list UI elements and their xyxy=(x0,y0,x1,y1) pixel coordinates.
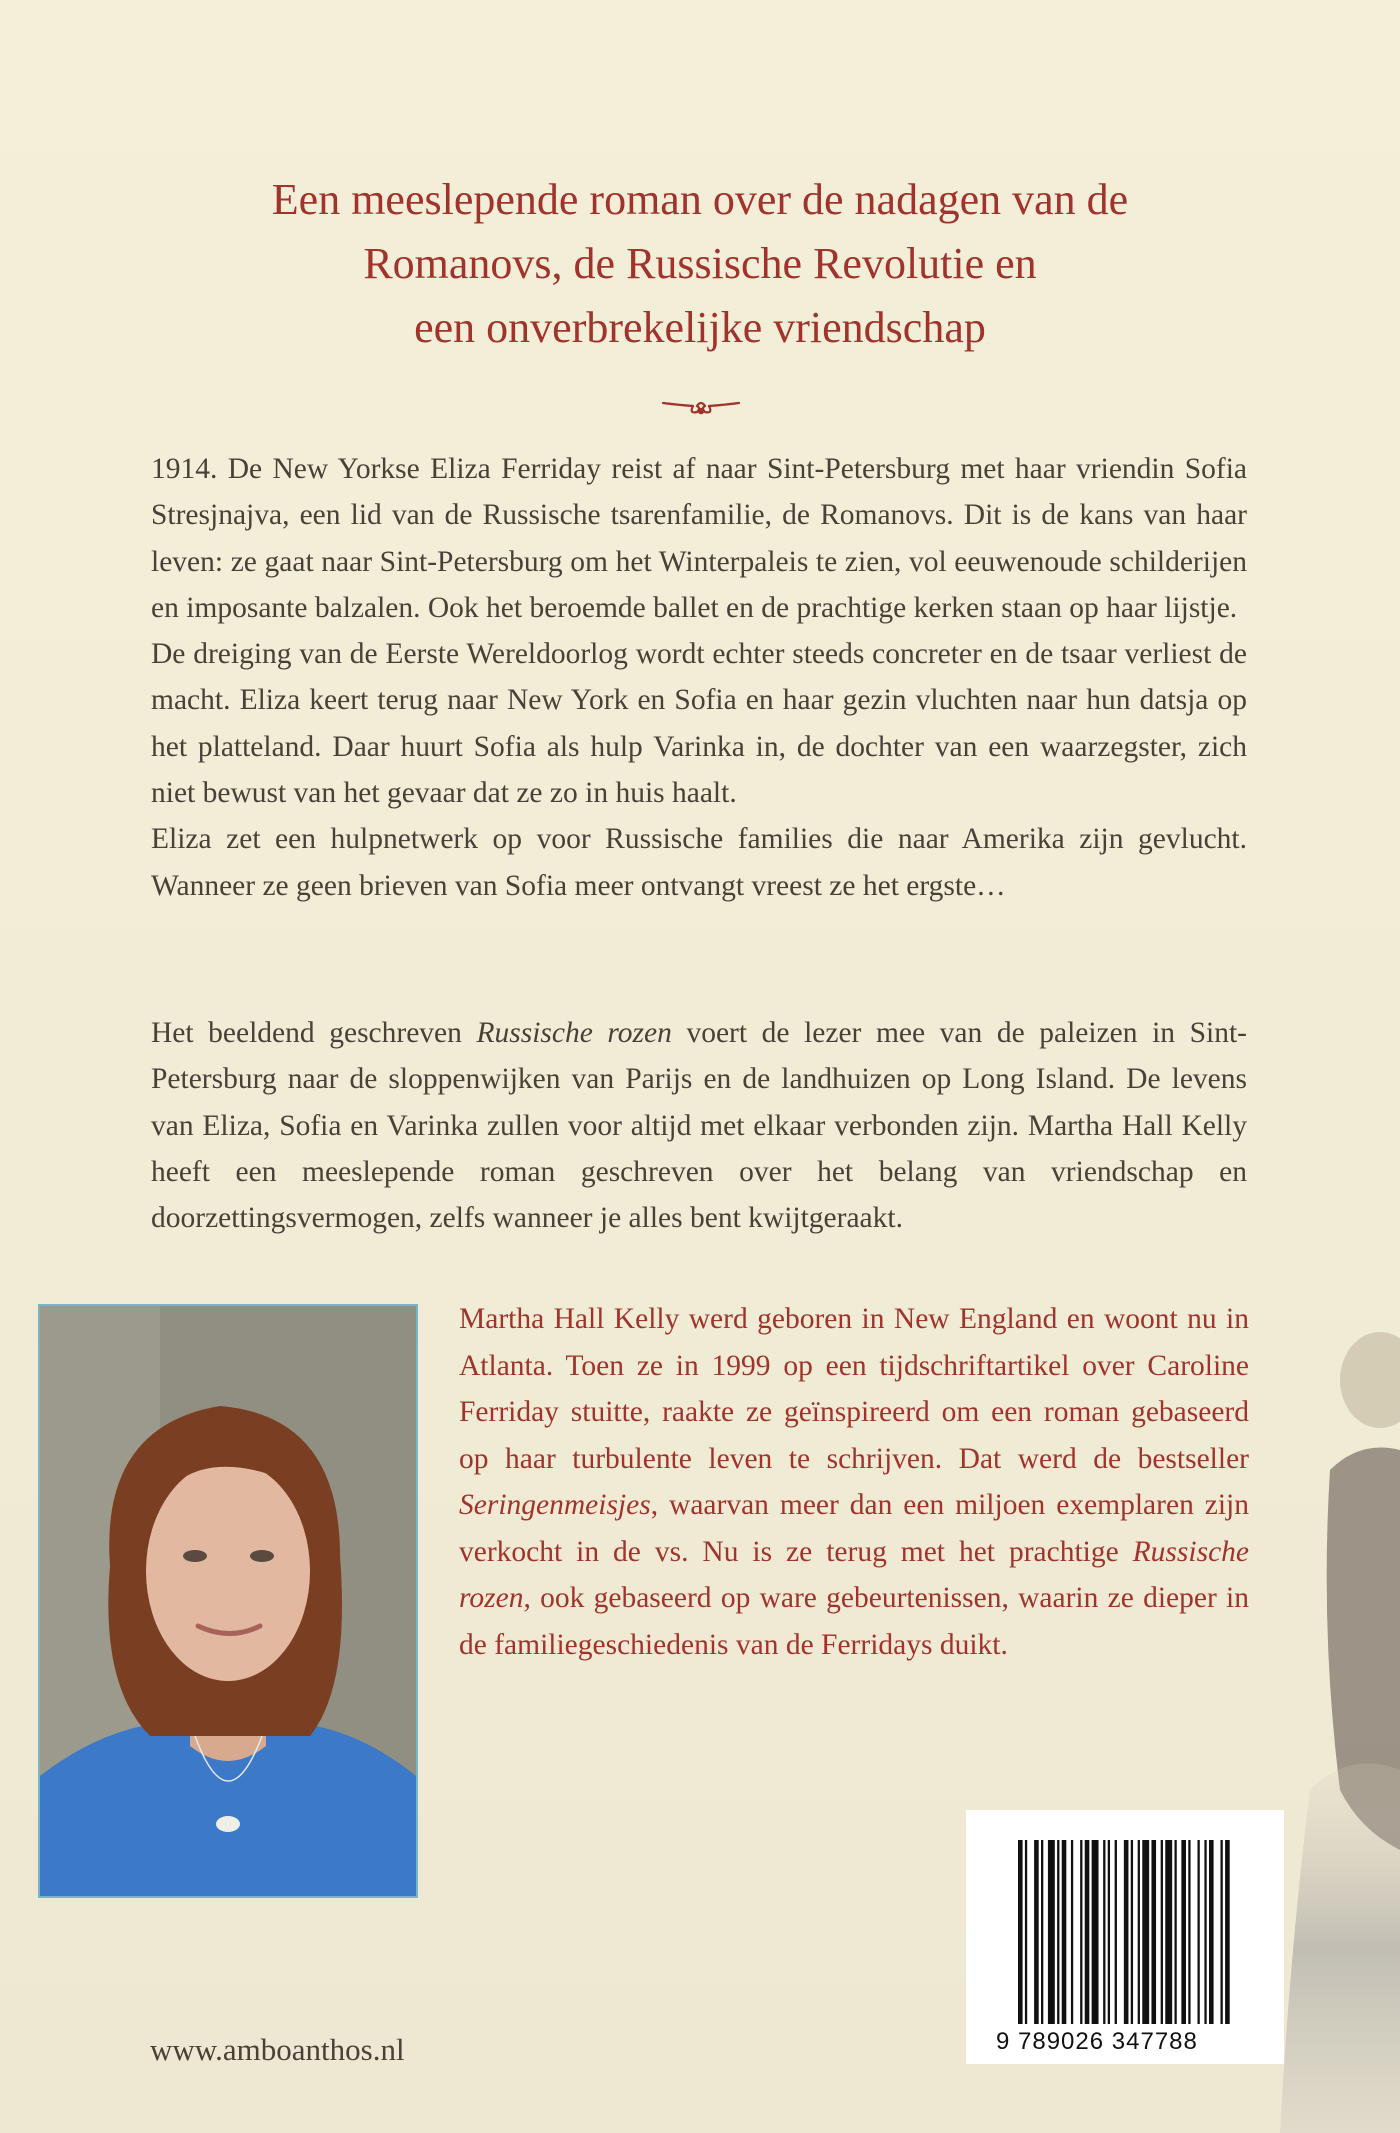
barcode-bar xyxy=(1080,1840,1082,2024)
barcode-bar xyxy=(1174,1840,1176,2024)
barcode-bar xyxy=(1071,1840,1073,2024)
barcode-bar xyxy=(1165,1840,1172,2024)
barcode-bar xyxy=(1220,1840,1222,2024)
barcode-digits: 9 789026 347788 xyxy=(996,2028,1198,2055)
barcode-bar xyxy=(1018,1840,1023,2024)
synopsis xyxy=(151,446,1247,909)
bio-book-title-2: Russische rozen xyxy=(459,1535,1249,1614)
barcode-bar xyxy=(1131,1840,1133,2024)
barcode-bar xyxy=(1197,1840,1199,2024)
synopsis-paragraph: De dreiging van de Eerste Wereldoorlog wordt echter steeds concreter en de tsaar verliest de macht. Eliza keert terug naar New York en Sofia en haar gezin vluchten naar hun datsja op het platteland. Daar huurt Sofia als hulp Varinka in, de dochter van een waarzegster, zich niet bewust van het gevaar dat ze zo in huis haalt. xyxy=(151,638,1247,810)
barcode-bar xyxy=(1209,1840,1214,2024)
praise-paragraph xyxy=(151,1010,1247,1241)
barcode xyxy=(966,1810,1284,2064)
barcode-bar xyxy=(1161,1840,1163,2024)
author-bio xyxy=(459,1296,1249,1668)
author-portrait-drawing xyxy=(40,1306,416,1896)
praise-book-title: Russische rozen xyxy=(476,1017,672,1049)
headline xyxy=(170,168,1230,360)
barcode-bar xyxy=(1225,1840,1230,2024)
barcode-bar xyxy=(1103,1840,1105,2024)
barcode-bar xyxy=(1057,1840,1059,2024)
publisher-website[interactable]: www.amboanthos.nl xyxy=(150,2032,405,2067)
bio-part-2: , waarvan meer dan een miljoen exemplaren zijn verkocht in de vs. Nu is ze terug met het prachtige xyxy=(459,1489,1249,1568)
synopsis-paragraph: Eliza zet een hulpnetwerk op voor Russische families die naar Amerika zijn gevlucht. Wanneer ze geen brieven van Sofia meer ontvangt vreest ze het ergste… xyxy=(151,823,1247,902)
barcode-bar xyxy=(1142,1840,1149,2024)
bio-part-1: Martha Hall Kelly werd geboren in New England en woont nu in Atlanta. Toen ze in 1999 op een tijdschriftartikel over Caroline Ferriday stuitte, raakte ze geïnspireerd om een roman gebaseerd op haar turbulente leven te schrijven. Dat werd de bestseller xyxy=(459,1303,1249,1475)
barcode-bar xyxy=(1138,1840,1140,2024)
headline-line: Romanovs, de Russische Revolutie en xyxy=(363,239,1037,288)
barcode-bar xyxy=(1188,1840,1190,2024)
praise-after: voert de lezer mee van de paleizen in Sint-Petersburg naar de sloppenwijken van Parijs en de landhuizen op Long Island. De levens van Eliza, Sofia en Varinka zullen voor altijd met elkaar verbonden zijn. Martha Hall Kelly heeft een meeslepende roman geschreven over het belang van vriendschap en doorzettingsvermogen, zelfs wanneer je alles bent kwijtgeraakt. xyxy=(151,1017,1247,1235)
praise-before: Het beeldend geschreven xyxy=(151,1017,477,1049)
barcode-bar xyxy=(1092,1840,1099,2024)
barcode-bar xyxy=(1048,1840,1055,2024)
barcode-bars xyxy=(1018,1840,1232,2024)
author-portrait xyxy=(38,1304,418,1898)
barcode-bar xyxy=(1085,1840,1090,2024)
headline-line: Een meeslepende roman over de nadagen van de xyxy=(271,175,1129,224)
praise-text xyxy=(151,1010,1247,1241)
synopsis-paragraph: 1914. De New Yorkse Eliza Ferriday reist af naar Sint-Petersburg met haar vriendin Sofia Stresjnajva, een lid van de Russische tsarenfamilie, de Romanovs. Dit is de kans van haar leven: ze gaat naar Sint-Petersburg om het Winterpaleis te zien, vol eeuwenoude schilderijen en imposante balzalen. Ook het beroemde ballet en de prachtige kerken staan op haar lijstje. xyxy=(151,453,1247,624)
barcode-bar xyxy=(1034,1840,1039,2024)
barcode-bar xyxy=(1124,1840,1129,2024)
barcode-bar xyxy=(1204,1840,1206,2024)
bio-part-3: , ook gebaseerd op ware gebeurtenissen, waarin ze dieper in de familiegeschiedenis van de Ferridays duikt. xyxy=(459,1582,1249,1661)
barcode-bar xyxy=(1062,1840,1067,2024)
barcode-bar xyxy=(1181,1840,1186,2024)
barcode-bar xyxy=(1115,1840,1117,2024)
bio-book-title-1: Seringenmeisjes xyxy=(459,1489,651,1521)
barcode-bar xyxy=(1108,1840,1110,2024)
barcode-bar xyxy=(1151,1840,1156,2024)
scroll-flourish-icon xyxy=(659,396,743,418)
headline-line: een onverbrekelijke vriendschap xyxy=(414,303,986,352)
barcode-bar xyxy=(1041,1840,1043,2024)
barcode-bar xyxy=(1025,1840,1027,2024)
